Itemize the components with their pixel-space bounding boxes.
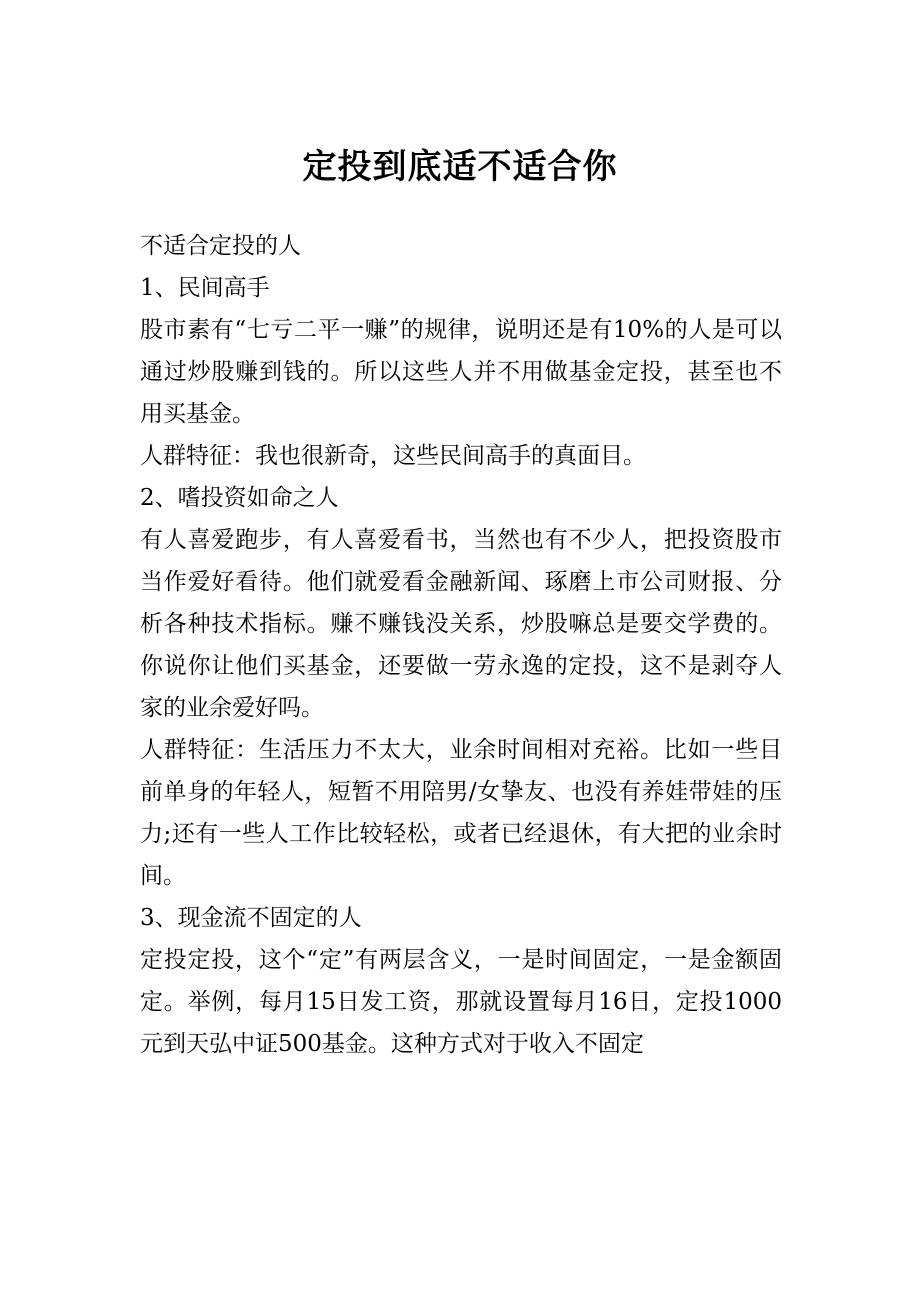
- traits-1: 人群特征：我也很新奇，这些民间高手的真面目。: [140, 443, 646, 469]
- item-heading-1: 1、民间高手: [140, 275, 270, 301]
- paragraph-3: 定投定投，这个“定”有两层含义，一是时间固定，一是金额固定。举例，每月15日发工资，那就设置每月16日，定投1000元到天弘中证500基金。这种方式对于收入不固定: [140, 947, 782, 1057]
- item-heading-2: 2、嗜投资如命之人: [140, 485, 339, 511]
- document-title: 定投到底适不适合你: [302, 147, 618, 187]
- section-heading: 不适合定投的人: [140, 233, 301, 259]
- item-heading-3: 3、现金流不固定的人: [140, 905, 362, 931]
- document-body: [140, 225, 782, 1065]
- traits-2: 人群特征：生活压力不太大，业余时间相对充裕。比如一些目前单身的年轻人，短暂不用陪男/女挚友、也没有养娃带娃的压力;还有一些人工作比较轻松，或者已经退休，有大把的业余时间。: [140, 737, 782, 889]
- paragraph-1: 股市素有“七亏二平一赚”的规律，说明还是有10%的人是可以通过炒股赚到钱的。所以这些人并不用做基金定投，甚至也不用买基金。: [140, 317, 782, 427]
- paragraph-2: 有人喜爱跑步，有人喜爱看书，当然也有不少人，把投资股市当作爱好看待。他们就爱看金融新闻、琢磨上市公司财报、分析各种技术指标。赚不赚钱没关系，炒股嘛总是要交学费的。你说你让他们买基金，还要做一劳永逸的定投，这不是剥夺人家的业余爱好吗。: [140, 527, 782, 721]
